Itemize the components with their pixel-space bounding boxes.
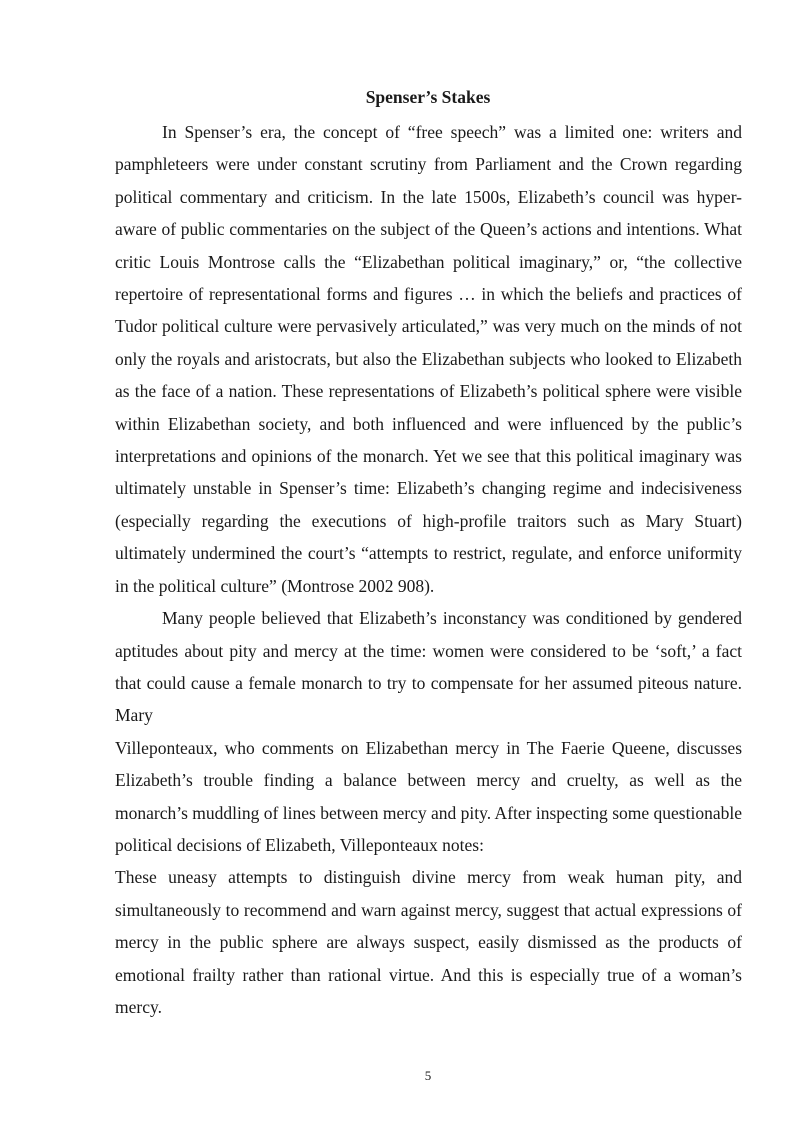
paragraph-2: Many people believed that Elizabeth’s inconstancy was conditioned by gendered aptitudes about pity and mercy at the time: women were considered to be ‘soft,’ a fact that could cause a female monarch to try to compensate for her assumed piteous nature. Mary xyxy=(115,608,742,726)
page-number: 5 xyxy=(424,1068,432,1083)
paragraph-1: In Spenser’s era, the concept of “free speech” was a limited one: writers and pamphleteers were under constant scrutiny from Parliament and the Crown regarding political commentary and criticism. In the late 1500s, Elizabeth’s council was hyper-aware of public commentaries on the subject of the Queen’s actions and intentions. What critic Louis Montrose calls the “Elizabethan political imaginary,” or, “the collective repertoire of representational forms and figures … in which the beliefs and practices of Tudor political culture were pervasively articulated,” was very much on the minds of not only the royals and aristocrats, but also the Elizabethan subjects who looked to Elizabeth as the face of a nation. These representations of Elizabeth’s political sphere were visible within Elizabethan society, and both influenced and were influenced by the public’s interpretations and opinions of the monarch. Yet we see that this political imaginary was ultimately unstable in Spenser’s time: Elizabeth’s changing regime and indecisiveness (especially regarding the executions of high-profile traitors such as Mary Stuart) ultimately undermined the court’s “attempts to restrict, regulate, and enforce uniformity in the political culture” (Montrose 2002 908). xyxy=(115,122,742,596)
document-title: Spenser’s Stakes xyxy=(365,87,491,107)
paragraph-3: Villeponteaux, who comments on Elizabethan mercy in The Faerie Queene, discusses Elizabeth’s trouble finding a balance between mercy and cruelty, as well as the monarch’s muddling of lines between mercy and pity. After inspecting some questionable political decisions of Elizabeth, Villeponteaux notes: xyxy=(115,737,742,855)
block-quote: These uneasy attempts to distinguish divine mercy from weak human pity, and simultaneously to recommend and warn against mercy, suggest that actual expressions of mercy in the public sphere are always suspect, easily dismissed as the products of emotional frailty rather than rational virtue. And this is especially true of a woman’s mercy. xyxy=(115,867,742,1017)
document-body xyxy=(115,116,742,1023)
